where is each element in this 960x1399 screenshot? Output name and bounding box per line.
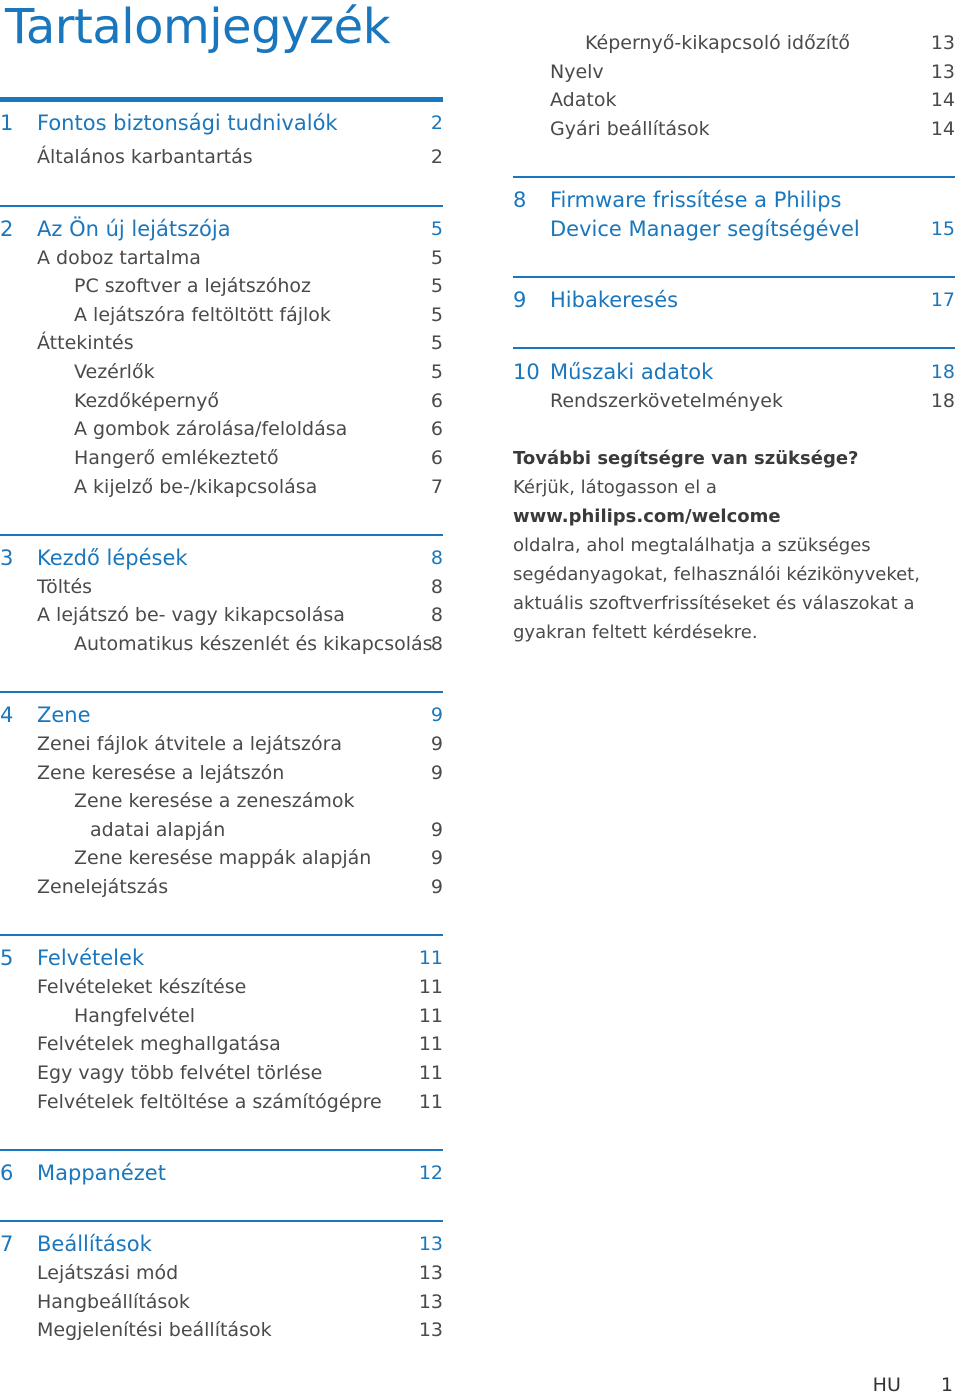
page-number: 5 bbox=[430, 331, 443, 354]
section-title: Zene bbox=[37, 702, 91, 727]
page-number: 13 bbox=[930, 60, 955, 83]
section-title-line-1: Firmware frissítése a Philips bbox=[550, 187, 842, 212]
entry-label: Vezérlők bbox=[74, 360, 155, 383]
toc-entry[interactable] bbox=[0, 472, 443, 501]
entry-label: Képernyő-kikapcsoló időzítő bbox=[585, 31, 851, 54]
entry-label: Adatok bbox=[550, 88, 617, 111]
page-number: 5 bbox=[430, 303, 443, 326]
page-number: 13 bbox=[418, 1318, 443, 1341]
section-title: Hibakeresés bbox=[550, 287, 679, 312]
page-number: 12 bbox=[418, 1161, 443, 1184]
section-divider bbox=[0, 1220, 443, 1222]
toc-entry[interactable] bbox=[513, 28, 955, 57]
section-number: 6 bbox=[0, 1160, 14, 1185]
page-number: 9 bbox=[430, 818, 443, 841]
page-number: 11 bbox=[418, 1004, 443, 1027]
page-number: 11 bbox=[418, 946, 443, 969]
page-number: 8 bbox=[430, 546, 443, 569]
entry-label: Zene keresése mappák alapján bbox=[74, 846, 372, 869]
section-divider bbox=[0, 534, 443, 536]
entry-label: Gyári beállítások bbox=[550, 117, 710, 140]
toc-entry[interactable] bbox=[0, 142, 443, 171]
toc-section-8-continued[interactable] bbox=[513, 214, 955, 243]
footer-page-number: 1 bbox=[940, 1374, 953, 1396]
toc-entry[interactable] bbox=[0, 572, 443, 601]
toc-entry[interactable] bbox=[0, 1058, 443, 1087]
help-text-line: Kérjük, látogasson el a bbox=[513, 477, 717, 498]
entry-label: adatai alapján bbox=[90, 818, 226, 841]
help-text-line: oldalra, ahol megtalálhatja a szükséges bbox=[513, 535, 871, 556]
toc-section-1[interactable] bbox=[0, 108, 443, 137]
toc-section-2[interactable] bbox=[0, 214, 443, 243]
toc-section-10[interactable] bbox=[513, 357, 955, 386]
section-number: 3 bbox=[0, 545, 14, 570]
toc-entry[interactable] bbox=[0, 1315, 443, 1344]
page-number: 13 bbox=[418, 1261, 443, 1284]
toc-entry[interactable] bbox=[0, 1258, 443, 1287]
page-number: 18 bbox=[930, 360, 955, 383]
entry-label: Felvételeket készítése bbox=[37, 975, 247, 998]
toc-entry[interactable] bbox=[513, 386, 955, 415]
section-title: Az Ön új lejátszója bbox=[37, 216, 231, 241]
entry-label: Hangfelvétel bbox=[74, 1004, 196, 1027]
entry-label: Automatikus készenlét és kikapcsolás bbox=[74, 632, 433, 655]
entry-label: A lejátszóra feltöltött fájlok bbox=[74, 303, 331, 326]
page-number: 9 bbox=[430, 761, 443, 784]
entry-label: Áttekintés bbox=[37, 331, 134, 354]
page-number: 9 bbox=[430, 846, 443, 869]
toc-section-6[interactable] bbox=[0, 1158, 443, 1187]
page-number: 14 bbox=[930, 117, 955, 140]
page-number: 11 bbox=[418, 1090, 443, 1113]
section-number: 1 bbox=[0, 110, 14, 135]
entry-label: Hangbeállítások bbox=[37, 1290, 190, 1313]
toc-entry[interactable] bbox=[0, 843, 443, 872]
entry-label: PC szoftver a lejátszóhoz bbox=[74, 274, 312, 297]
section-number: 9 bbox=[513, 287, 527, 312]
entry-label: A lejátszó be- vagy kikapcsolása bbox=[37, 603, 345, 626]
page-number: 13 bbox=[930, 31, 955, 54]
page-number: 17 bbox=[930, 288, 955, 311]
toc-entry-continuation[interactable] bbox=[0, 815, 443, 844]
section-title: Mappanézet bbox=[37, 1160, 166, 1185]
section-divider bbox=[513, 347, 955, 349]
toc-entry[interactable] bbox=[0, 872, 443, 901]
toc-entry[interactable] bbox=[513, 85, 955, 114]
page-number: 5 bbox=[430, 274, 443, 297]
section-divider bbox=[0, 934, 443, 936]
page-number: 5 bbox=[430, 360, 443, 383]
section-number: 5 bbox=[0, 945, 14, 970]
toc-entry[interactable] bbox=[0, 786, 443, 815]
toc-entry[interactable] bbox=[0, 729, 443, 758]
language-code: HU bbox=[872, 1374, 901, 1396]
page-number: 9 bbox=[430, 703, 443, 726]
entry-label: Felvételek meghallgatása bbox=[37, 1032, 281, 1055]
toc-entry[interactable] bbox=[0, 1029, 443, 1058]
toc-entry[interactable] bbox=[0, 1001, 443, 1030]
page-number: 5 bbox=[430, 217, 443, 240]
toc-section-3[interactable] bbox=[0, 543, 443, 572]
page-number: 8 bbox=[430, 603, 443, 626]
toc-entry[interactable] bbox=[0, 300, 443, 329]
toc-entry[interactable] bbox=[0, 758, 443, 787]
entry-label: A doboz tartalma bbox=[37, 246, 201, 269]
section-divider bbox=[513, 276, 955, 278]
entry-label: Megjelenítési beállítások bbox=[37, 1318, 272, 1341]
toc-entry[interactable] bbox=[0, 386, 443, 415]
page-number: 8 bbox=[430, 575, 443, 598]
section-divider bbox=[513, 176, 955, 178]
toc-entry[interactable] bbox=[0, 972, 443, 1001]
section-number: 8 bbox=[513, 187, 527, 212]
entry-label: Általános karbantartás bbox=[37, 145, 253, 168]
section-title: Kezdő lépések bbox=[37, 545, 188, 570]
section-divider bbox=[0, 691, 443, 693]
toc-entry[interactable] bbox=[513, 114, 955, 143]
entry-label: Zenei fájlok átvitele a lejátszóra bbox=[37, 732, 343, 755]
section-number: 2 bbox=[0, 216, 14, 241]
toc-right-column bbox=[513, 0, 955, 1399]
toc-entry[interactable] bbox=[0, 443, 443, 472]
entry-label: Felvételek feltöltése a számítógépre bbox=[37, 1090, 382, 1113]
entry-label: A gombok zárolása/feloldása bbox=[74, 417, 348, 440]
entry-label: Rendszerkövetelmények bbox=[550, 389, 783, 412]
entry-label: Egy vagy több felvétel törlése bbox=[37, 1061, 323, 1084]
toc-entry[interactable] bbox=[0, 629, 443, 658]
page-number: 7 bbox=[430, 475, 443, 498]
entry-label: Kezdőképernyő bbox=[74, 389, 220, 412]
toc-section-8[interactable] bbox=[513, 185, 955, 214]
section-title: Műszaki adatok bbox=[550, 359, 714, 384]
page-number: 18 bbox=[930, 389, 955, 412]
toc-entry[interactable] bbox=[0, 357, 443, 386]
page-number: 13 bbox=[418, 1232, 443, 1255]
toc-entry[interactable] bbox=[0, 414, 443, 443]
toc-entry[interactable] bbox=[0, 1087, 443, 1116]
section-number: 7 bbox=[0, 1231, 14, 1256]
toc-left-column bbox=[0, 0, 443, 1399]
page-number: 14 bbox=[930, 88, 955, 111]
help-text-line: aktuális szoftverfrissítéseket és válaszokat a bbox=[513, 593, 915, 614]
entry-label: Zene keresése a lejátszón bbox=[37, 761, 285, 784]
section-title: Fontos biztonsági tudnivalók bbox=[37, 110, 338, 135]
help-url-link[interactable]: www.philips.com/welcome bbox=[513, 506, 781, 527]
entry-label: A kijelző be-/kikapcsolása bbox=[74, 475, 318, 498]
page-number: 6 bbox=[430, 389, 443, 412]
page-number: 11 bbox=[418, 1032, 443, 1055]
section-title-line-2: Device Manager segítségével bbox=[550, 216, 860, 241]
section-number: 4 bbox=[0, 702, 14, 727]
page-number: 5 bbox=[430, 246, 443, 269]
toc-section-7[interactable] bbox=[0, 1229, 443, 1258]
page-number: 2 bbox=[430, 111, 443, 134]
page-number: 9 bbox=[430, 732, 443, 755]
help-text-line: gyakran feltett kérdésekre. bbox=[513, 622, 758, 643]
section-title: Felvételek bbox=[37, 945, 145, 970]
toc-entry[interactable] bbox=[0, 243, 443, 272]
section-divider bbox=[0, 97, 443, 102]
entry-label: Nyelv bbox=[550, 60, 604, 83]
toc-section-4[interactable] bbox=[0, 700, 443, 729]
entry-label: Zenelejátszás bbox=[37, 875, 169, 898]
page-number: 6 bbox=[430, 446, 443, 469]
section-title: Beállítások bbox=[37, 1231, 152, 1256]
toc-entry[interactable] bbox=[0, 600, 443, 629]
toc-entry[interactable] bbox=[513, 57, 955, 86]
page-footer bbox=[839, 1374, 953, 1396]
toc-entry[interactable] bbox=[0, 1287, 443, 1316]
entry-label: Zene keresése a zeneszámok bbox=[74, 789, 355, 812]
page-number: 15 bbox=[930, 217, 955, 240]
section-divider bbox=[0, 1149, 443, 1151]
section-number: 10 bbox=[513, 359, 540, 384]
page-number: 13 bbox=[418, 1290, 443, 1313]
toc-section-9[interactable] bbox=[513, 285, 955, 314]
help-text-line: segédanyagokat, felhasználói kézikönyveket, bbox=[513, 564, 920, 585]
toc-entry[interactable] bbox=[0, 271, 443, 300]
page-number: 8 bbox=[430, 632, 443, 655]
entry-label: Lejátszási mód bbox=[37, 1261, 179, 1284]
page-number: 2 bbox=[430, 145, 443, 168]
page-number: 11 bbox=[418, 1061, 443, 1084]
section-divider bbox=[0, 205, 443, 207]
page-title: Tartalomjegyzék bbox=[5, 0, 390, 55]
toc-section-5[interactable] bbox=[0, 943, 443, 972]
entry-label: Töltés bbox=[37, 575, 93, 598]
help-heading: További segítségre van szüksége? bbox=[513, 448, 859, 469]
page-number: 9 bbox=[430, 875, 443, 898]
page-number: 6 bbox=[430, 417, 443, 440]
entry-label: Hangerő emlékeztető bbox=[74, 446, 279, 469]
toc-entry[interactable] bbox=[0, 328, 443, 357]
help-block bbox=[513, 444, 955, 647]
page-number: 11 bbox=[418, 975, 443, 998]
